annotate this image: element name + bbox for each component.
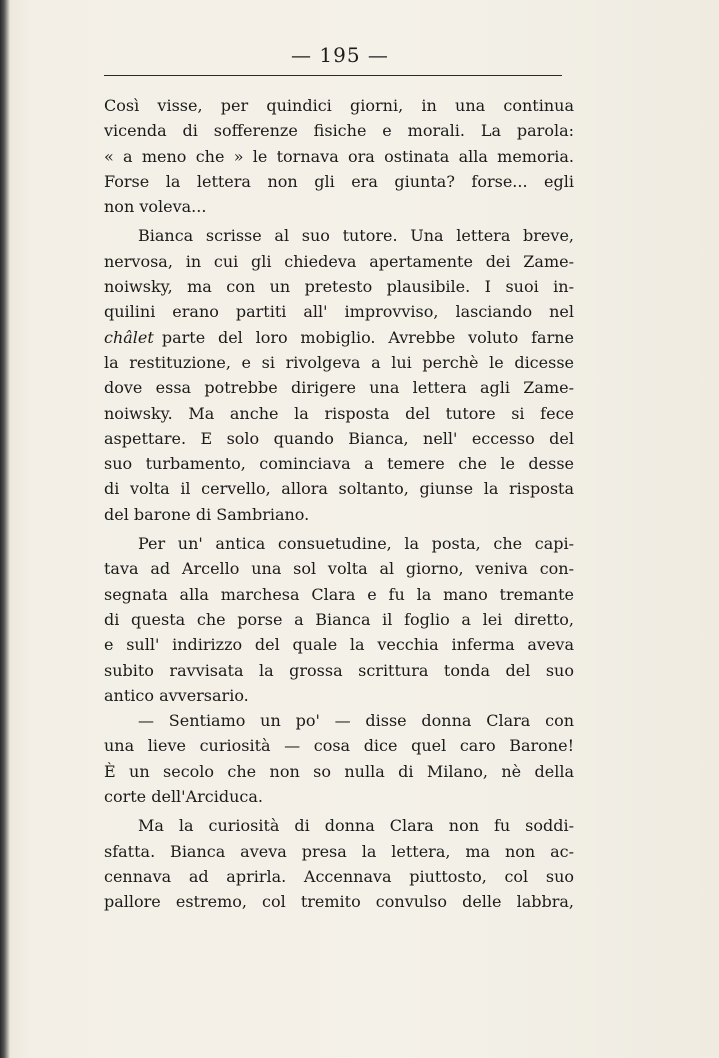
text-line: una lieve curiosità — cosa dice quel caro Barone! [104, 736, 574, 756]
italic-word: châlet [104, 327, 154, 347]
binding-shadow [0, 0, 10, 1058]
text-line: È un secolo che non so nulla di Milano, nè della [104, 761, 574, 781]
text-line: suo turbamento, cominciava a temere che le desse [104, 454, 574, 474]
text-line: Ma la curiosità di donna Clara non fu soddi- [138, 816, 574, 836]
text-line: aspettare. E solo quando Bianca, nell' eccesso del [104, 428, 574, 448]
text-line: di volta il cervello, allora soltanto, giunse la risposta [104, 479, 574, 499]
text-line: tava ad Arcello una sol volta al giorno, veniva con- [104, 559, 574, 579]
text-line: cennava ad aprirla. Accennava piuttosto, col suo [104, 866, 574, 886]
text-line: vicenda di sofferenze fisiche e morali. La parola: [104, 121, 574, 141]
body-text [104, 93, 574, 915]
text-line: la restituzione, e si rivolgeva a lui perchè le dicesse [104, 352, 574, 372]
header-rule [104, 75, 562, 76]
text-line: del barone di Sambriano. [104, 504, 310, 524]
text-line: Così visse, per quindici giorni, in una continua [104, 96, 574, 115]
text-line: antico avversario. [104, 685, 249, 705]
text-line: corte dell'Arciduca. [104, 787, 263, 807]
text-line: « a meno che » le tornava ora ostinata alla memoria. [104, 146, 574, 166]
text-line: — Sentiamo un po' — disse donna Clara con [138, 711, 574, 731]
text-line: segnata alla marchesa Clara e fu la mano tremante [104, 584, 574, 604]
text-line: dove essa potrebbe dirigere una lettera agli Zame- [104, 378, 574, 398]
text-line: di questa che porse a Bianca il foglio a lei diretto, [104, 609, 574, 629]
text-line: nervosa, in cui gli chiedeva apertamente dei Zame- [104, 251, 574, 271]
text-line: e sull' indirizzo del quale la vecchia inferma aveva [104, 635, 574, 655]
page-number: — 195 — [291, 43, 389, 67]
text-line: quilini erano partiti all' improvviso, lasciando nel [104, 302, 574, 322]
text-line-rest: parte del loro mobiglio. Avrebbe voluto farne [161, 327, 574, 347]
text-line: Per un' antica consuetudine, la posta, che capi- [138, 534, 574, 554]
text-line: Forse la lettera non gli era giunta? forse... egli [104, 171, 574, 191]
text-line: sfatta. Bianca aveva presa la lettera, ma non ac- [104, 841, 574, 861]
text-line [104, 325, 574, 350]
text-line: Bianca scrisse al suo tutore. Una lettera breve, [138, 226, 574, 246]
text-line: noiwsky. Ma anche la risposta del tutore si fece [104, 403, 574, 423]
text-line: non voleva... [104, 197, 207, 217]
text-line: pallore estremo, col tremito convulso delle labbra, [104, 892, 574, 912]
text-line: noiwsky, ma con un pretesto plausibile. I suoi in- [104, 277, 574, 297]
text-line: subito ravvisata la grossa scrittura tonda del suo [104, 660, 574, 680]
